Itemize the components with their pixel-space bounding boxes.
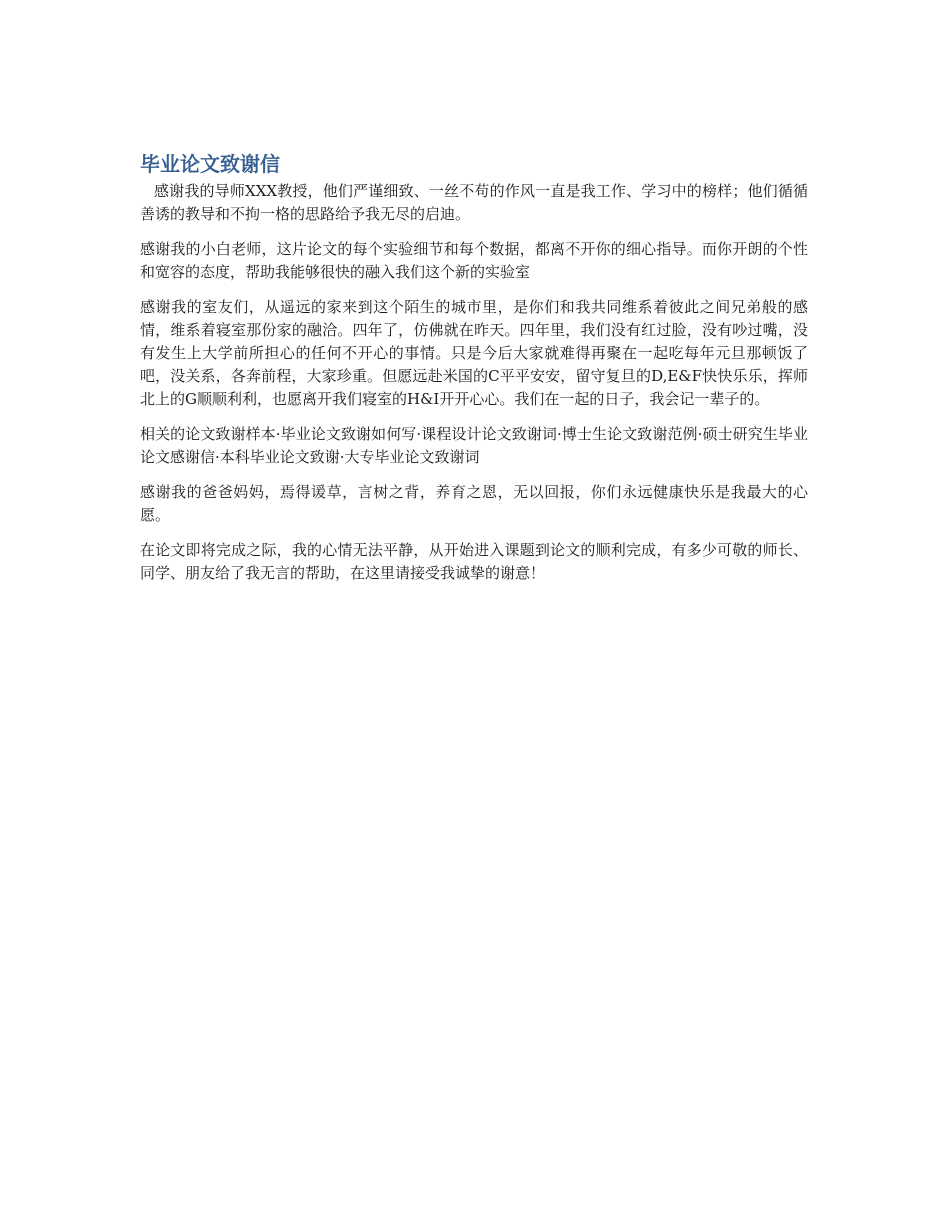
paragraph-teacher: 感谢我的小白老师，这片论文的每个实验细节和每个数据，都离不开你的细心指导。而你开朗的个性和宽容的态度，帮助我能够很快的融入我们这个新的实验室 (140, 240, 808, 281)
document-title: 毕业论文致谢信 (140, 152, 280, 176)
paragraph-parents: 感谢我的爸爸妈妈，焉得谖草，言树之背，养育之恩，无以回报，你们永远健康快乐是我最大的心愿。 (140, 483, 808, 524)
paragraph-advisor: 感谢我的导师XXX教授，他们严谨细致、一丝不苟的作风一直是我工作、学习中的榜样；他们循循善诱的教导和不拘一格的思路给予我无尽的启迪。 (140, 182, 808, 223)
paragraph-related-links: 相关的论文致谢样本·毕业论文致谢如何写·课程设计论文致谢词·博士生论文致谢范例·硕士研究生毕业论文感谢信·本科毕业论文致谢·大专毕业论文致谢词 (140, 425, 808, 466)
document-page (140, 148, 808, 597)
paragraph-roommates: 感谢我的室友们，从遥远的家来到这个陌生的城市里，是你们和我共同维系着彼此之间兄弟般的感情，维系着寝室那份家的融洽。四年了，仿佛就在昨天。四年里，我们没有红过脸，没有吵过嘴，没有发生上大学前所担心的任何不开心的事情。只是今后大家就难得再聚在一起吃每年元旦那顿饭了吧，没关系，各奔前程，大家珍重。但愿远赴米国的C平平安安，留守复旦的D,E&F快快乐乐，挥师北上的G顺顺利利，也愿离开我们寝室的H&I开开心心。我们在一起的日子，我会记一辈子的。 (140, 298, 808, 408)
paragraph-closing: 在论文即将完成之际，我的心情无法平静，从开始进入课题到论文的顺利完成，有多少可敬的师长、同学、朋友给了我无言的帮助，在这里请接受我诚挚的谢意！ (140, 541, 808, 582)
